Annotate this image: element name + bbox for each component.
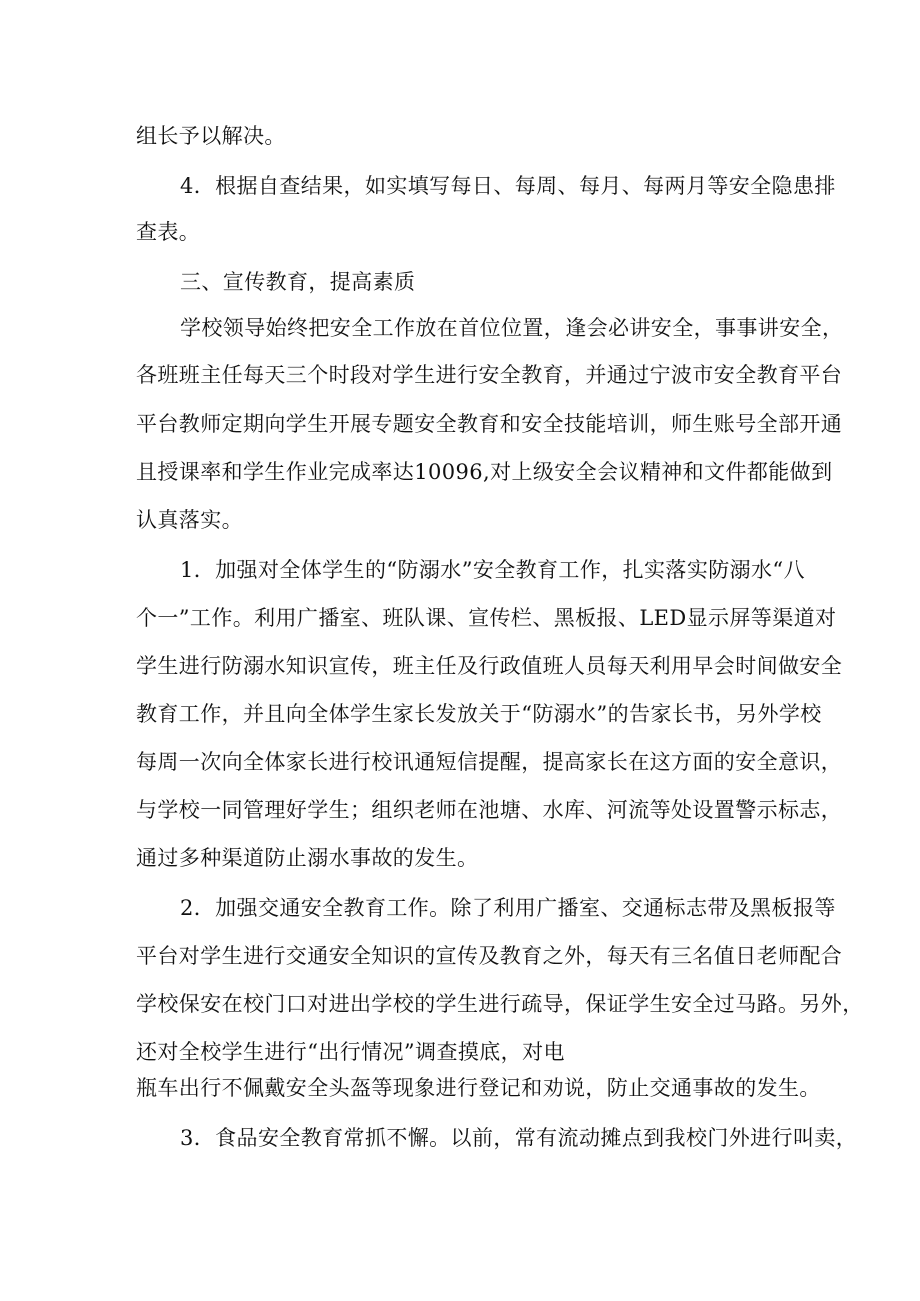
text-line: 个一”工作。利用广播室、班队课、宣传栏、黑板报、LED显示屏等渠道对 [136,606,837,630]
text-line: 4．根据自查结果，如实填写每日、每周、每月、每两月等安全隐患排 [180,174,836,198]
text-line: 与学校一同管理好学生；组织老师在池塘、水库、河流等处设置警示标志， [136,798,843,822]
text-line: 2．加强交通安全教育工作。除了利用广播室、交通标志带及黑板报等 [180,896,836,920]
text-line: 各班班主任每天三个时段对学生进行安全教育，并通过宁波市安全教育平台 [136,363,843,387]
text-line: 还对全校学生进行“出行情况”调查摸底，对电 [136,1040,565,1064]
text-line: 1．加强对全体学生的“防溺水”安全教育工作，扎实落实防溺水“八 [180,558,805,582]
text-line: 通过多种渠道防止溺水事故的发生。 [136,846,479,870]
text-line: 认真落实。 [136,508,243,532]
text-line: 3．食品安全教育常抓不懈。以前，常有流动摊点到我校门外进行叫卖， [180,1126,858,1150]
section-heading: 三、宣传教育，提高素质 [180,270,416,294]
text-line: 学校领导始终把安全工作放在首位位置，逢会必讲安全，事事讲安全， [180,316,844,340]
text-line: 平台教师定期向学生开展专题安全教育和安全技能培训，师生账号全部开通 [136,412,843,436]
text-line: 教育工作，并且向全体学生家长发放关于“防溺水”的告家长书，另外学校 [136,702,822,726]
text-line: 瓶车出行不佩戴安全头盔等现象进行登记和劝说，防止交通事故的发生。 [136,1076,821,1100]
text-line: 且授课率和学生作业完成率达10096,对上级安全会议精神和文件都能做到 [136,460,833,484]
text-line: 查表。 [136,220,201,244]
text-line: 学校保安在校门口对进出学校的学生进行疏导，保证学生安全过马路。另外， [136,992,864,1016]
text-line: 平台对学生进行交通安全知识的宣传及教育之外，每天有三名值日老师配合 [136,944,843,968]
text-line: 每周一次向全体家长进行校讯通短信提醒，提高家长在这方面的安全意识， [136,750,843,774]
text-line: 组长予以解决。 [136,124,286,148]
text-line: 学生进行防溺水知识宣传，班主任及行政值班人员每天利用早会时间做安全 [136,654,843,678]
